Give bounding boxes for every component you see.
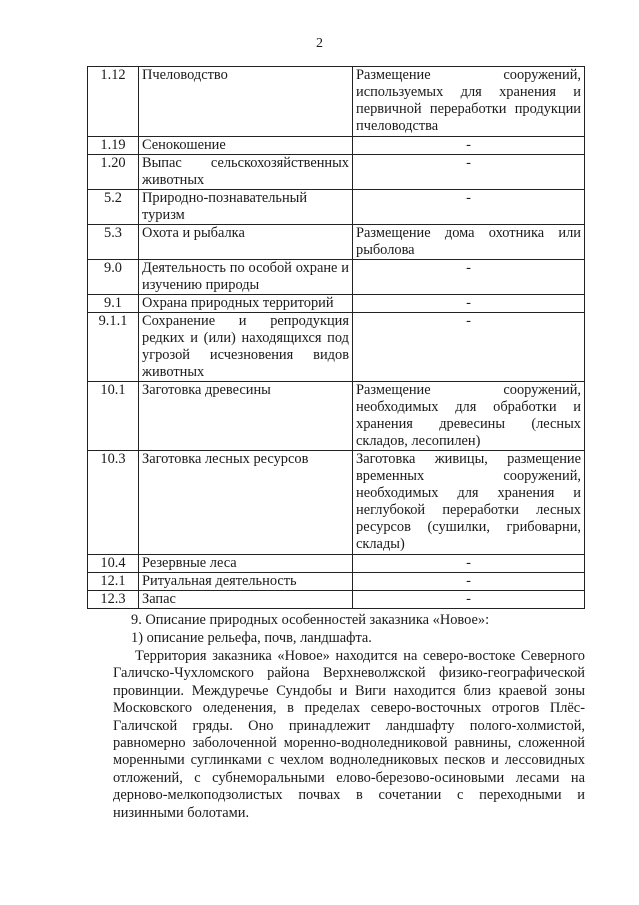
table-row <box>88 190 585 225</box>
paragraph-text: Территория заказника «Новое» находится на северо-востоке Северного Галичско-Чухломского района Верхневолжской физико-географической провинции. Междуречье Сундобы и Виги находится близ краевой зоны Московского оледенения, в пределах северо-восточных отрогов Плёс-Галичской гряды. Оно принадлежит ландшафту полого-холмистой, равномерно заболоченной моренно-водноледниковой равнины, сложенной моренными суглинками с чехлом водноледниковых песков и лессовидных отложений, с субнеморальными елово-березово-осиновыми лесами на дерново-мелкоподзолистых почвах в сочетании с переходными и низинными болотами. <box>113 648 585 821</box>
row-description: - <box>353 137 585 155</box>
table-row <box>88 555 585 573</box>
table-row <box>88 67 585 137</box>
section-heading: 9. Описание природных особенностей заказника «Новое»: <box>131 612 490 628</box>
row-code: 10.4 <box>88 555 139 573</box>
row-code: 10.1 <box>88 382 139 451</box>
table-row <box>88 225 585 260</box>
row-name: Ритуальная деятельность <box>139 573 353 591</box>
row-code: 10.3 <box>88 451 139 555</box>
row-code: 12.1 <box>88 573 139 591</box>
table-row <box>88 591 585 609</box>
land-use-table <box>87 66 585 609</box>
row-code: 9.1 <box>88 295 139 313</box>
row-name: Деятельность по особой охране и изучению природы <box>139 260 353 295</box>
row-description: - <box>353 591 585 609</box>
row-code: 12.3 <box>88 591 139 609</box>
row-name: Охрана природных территорий <box>139 295 353 313</box>
section-subheading: 1) описание рельефа, почв, ландшафта. <box>131 630 372 646</box>
row-description: Размещение дома охотника или рыболова <box>353 225 585 260</box>
row-name: Выпас сельскохозяйственных животных <box>139 155 353 190</box>
row-name: Заготовка лесных ресурсов <box>139 451 353 555</box>
row-name: Сохранение и репродукция редких и (или) находящихся под угрозой исчезновения видов животных <box>139 313 353 382</box>
row-code: 9.0 <box>88 260 139 295</box>
table-row <box>88 382 585 451</box>
row-description: - <box>353 155 585 190</box>
row-name: Природно-познавательный туризм <box>139 190 353 225</box>
row-code: 1.19 <box>88 137 139 155</box>
row-description: - <box>353 260 585 295</box>
table-row <box>88 295 585 313</box>
table-row <box>88 313 585 382</box>
row-description: - <box>353 573 585 591</box>
table-row <box>88 451 585 555</box>
row-name: Охота и рыбалка <box>139 225 353 260</box>
row-description: Размещение сооружений, необходимых для обработки и хранения древесины (лесных складов, лесопилен) <box>353 382 585 451</box>
row-description: - <box>353 190 585 225</box>
row-name: Заготовка древесины <box>139 382 353 451</box>
row-name: Пчеловодство <box>139 67 353 137</box>
row-code: 9.1.1 <box>88 313 139 382</box>
row-code: 1.20 <box>88 155 139 190</box>
page-number: 2 <box>316 36 323 51</box>
row-description: Заготовка живицы, размещение временных сооружений, необходимых для хранения и неглубокой переработки лесных ресурсов (сушилки, грибоварни, склады) <box>353 451 585 555</box>
table-row <box>88 155 585 190</box>
table-row <box>88 573 585 591</box>
row-description: - <box>353 295 585 313</box>
row-code: 5.3 <box>88 225 139 260</box>
row-description: - <box>353 555 585 573</box>
row-description: Размещение сооружений, используемых для хранения и первичной переработки продукции пчеловодства <box>353 67 585 137</box>
table-row <box>88 260 585 295</box>
row-name: Сенокошение <box>139 137 353 155</box>
row-name: Резервные леса <box>139 555 353 573</box>
row-name: Запас <box>139 591 353 609</box>
row-description: - <box>353 313 585 382</box>
table-row <box>88 137 585 155</box>
row-code: 5.2 <box>88 190 139 225</box>
row-code: 1.12 <box>88 67 139 137</box>
landscape-description-paragraph <box>113 648 585 822</box>
